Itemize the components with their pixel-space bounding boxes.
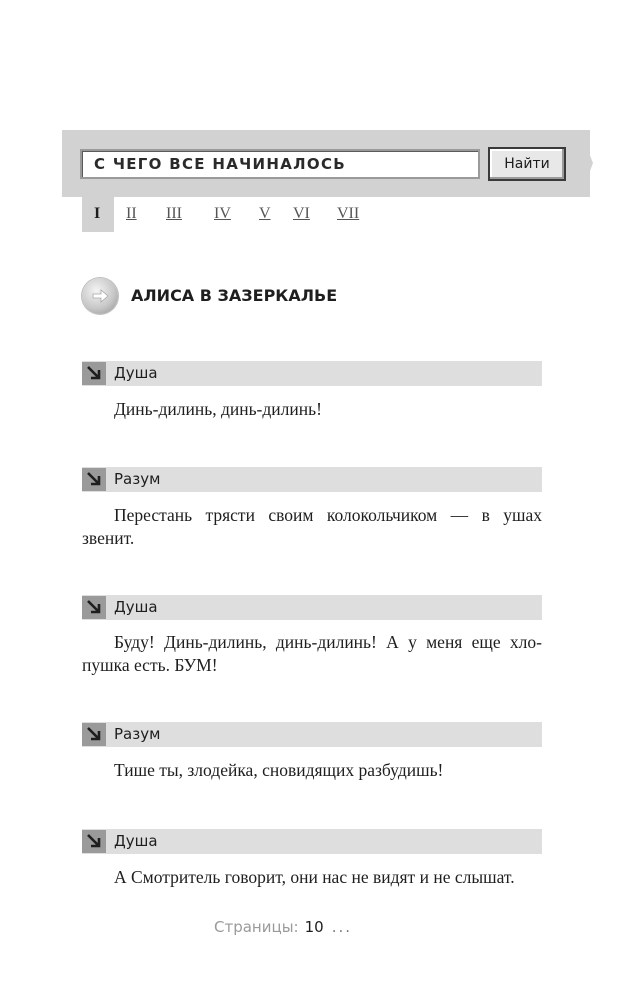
- tab-chapter-5[interactable]: V: [259, 205, 271, 222]
- search-bar-arrow: [580, 130, 593, 197]
- tab-chapter-7[interactable]: VII: [337, 205, 360, 222]
- speaker-bar: [82, 361, 542, 386]
- search-button[interactable]: Найти: [488, 147, 566, 181]
- arrow-down-right-icon: [82, 362, 106, 385]
- speaker-name: Разум: [114, 470, 161, 488]
- tab-chapter-6[interactable]: VI: [293, 205, 310, 222]
- speaker-bar: [82, 829, 542, 854]
- arrow-down-right-icon: [82, 723, 106, 746]
- dialogue-line: Тише ты, злодейка, сновидящих разбудишь!: [114, 760, 444, 780]
- arrow-down-right-icon: [82, 830, 106, 853]
- tab-chapter-4[interactable]: IV: [214, 205, 231, 222]
- speaker-bar: [82, 722, 542, 747]
- speaker-name: Душа: [114, 598, 158, 616]
- more-pages-link[interactable]: ...: [331, 918, 352, 936]
- dialogue-line: А Смотритель говорит, они нас не видят и не слышат.: [114, 867, 515, 887]
- arrow-down-right-icon: [82, 468, 106, 491]
- section-title: АЛИСА В ЗАЗЕРКАЛЬЕ: [131, 286, 338, 305]
- speaker-name: Душа: [114, 832, 158, 850]
- tab-chapter-3[interactable]: III: [166, 205, 182, 222]
- speaker-bar: [82, 595, 542, 620]
- page-number[interactable]: 10: [304, 918, 324, 936]
- pager: [214, 918, 352, 936]
- tab-chapter-1[interactable]: I: [94, 205, 101, 222]
- dialogue-line: Буду! Динь-дилинь, динь-дилинь! А у меня еще хло-пушка есть. БУМ!: [82, 632, 542, 675]
- arrow-down-right-icon: [82, 596, 106, 619]
- dialogue-line: Динь-дилинь, динь-дилинь!: [114, 399, 322, 419]
- pager-label: Страницы:: [214, 918, 299, 936]
- dialogue-line: Перестань трясти своим колокольчиком — в ушах звенит.: [82, 505, 542, 548]
- tab-chapter-2[interactable]: II: [126, 205, 137, 222]
- circle-arrow-right-icon: [82, 278, 118, 314]
- search-input[interactable]: С ЧЕГО ВСЕ НАЧИНАЛОСЬ: [80, 149, 480, 179]
- speaker-name: Разум: [114, 725, 161, 743]
- speaker-name: Душа: [114, 364, 158, 382]
- speaker-bar: [82, 467, 542, 492]
